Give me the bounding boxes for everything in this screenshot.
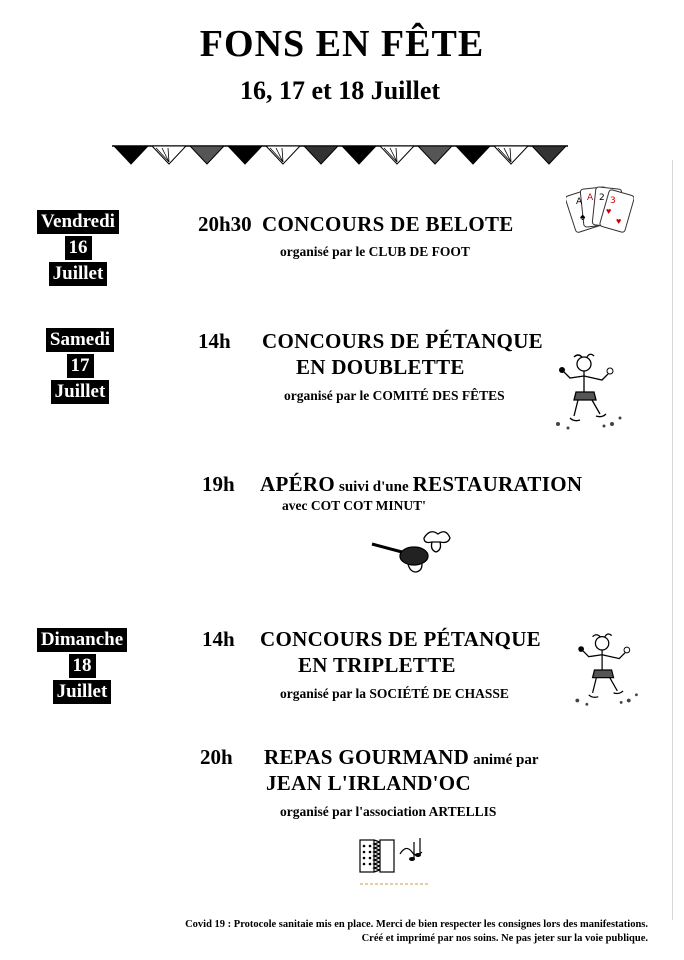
footer-covid-line: Covid 19 : Protocole sanitaie mis en place. Merci de bien respecter les consignes lors des manifestations.	[185, 919, 648, 930]
day-number: 16	[65, 236, 92, 260]
bunting-icon	[112, 144, 568, 168]
event-organizer: organisé par l'association ARTELLIS	[280, 804, 497, 819]
bunting-flag	[190, 146, 224, 164]
day-number: 18	[69, 654, 96, 678]
svg-text:♥: ♥	[606, 206, 612, 216]
svg-text:♠: ♠	[580, 212, 586, 223]
event-dates: 16, 17 et 18 Juillet	[240, 76, 441, 105]
event-title-line2: JEAN L'IRLAND'OC	[266, 771, 471, 795]
event-time: 20h30	[198, 212, 252, 236]
event-organizer: organisé par le CLUB DE FOOT	[280, 244, 470, 259]
event-time: 14h	[202, 627, 235, 651]
petanque-player-icon	[564, 630, 644, 710]
bunting-flag	[114, 146, 148, 164]
bunting-flag	[342, 146, 376, 164]
day-name: Dimanche	[37, 628, 127, 652]
bunting-flag	[418, 146, 452, 164]
event-time: 14h	[198, 329, 231, 353]
event-title-part: RESTAURATION	[412, 472, 583, 496]
playing-cards-icon	[566, 184, 634, 242]
event-title	[264, 745, 538, 770]
accordion-music-icon	[354, 830, 436, 888]
footer-print-line: Créé et imprimé par nos soins. Ne pas jeter sur la voie publique.	[361, 933, 648, 944]
event-organizer: avec COT COT MINUT'	[282, 498, 426, 513]
day-month: Juillet	[53, 680, 112, 704]
event-organizer: organisé par le COMITÉ DES FÊTES	[284, 388, 505, 403]
event-title-part: REPAS GOURMAND	[264, 745, 470, 769]
day-name: Vendredi	[37, 210, 119, 234]
svg-text:2: 2	[599, 193, 605, 203]
event-time: 20h	[200, 745, 233, 769]
date-badge-sunday	[30, 628, 134, 706]
day-number: 17	[67, 354, 94, 378]
footer-notice	[185, 918, 648, 946]
svg-text:♥: ♥	[616, 216, 622, 226]
day-name: Samedi	[46, 328, 114, 352]
event-title-line2: EN TRIPLETTE	[298, 653, 456, 677]
bunting-flag	[456, 146, 490, 164]
event-title-part: APÉRO	[260, 472, 335, 496]
svg-text:A: A	[587, 193, 594, 203]
bunting-flag	[304, 146, 338, 164]
event-organizer: organisé par la SOCIÉTÉ DE CHASSE	[280, 686, 509, 701]
event-title-connector: suivi d'une	[339, 479, 409, 495]
svg-text:3: 3	[610, 196, 616, 206]
day-month: Juillet	[51, 380, 110, 404]
day-month: Juillet	[49, 262, 108, 286]
petanque-player-icon	[544, 352, 628, 432]
bunting-flag	[228, 146, 262, 164]
event-title	[260, 472, 582, 497]
frying-pan-chef-icon	[368, 526, 464, 576]
date-badge-friday	[30, 210, 126, 288]
bunting-flag	[532, 146, 566, 164]
event-time: 19h	[202, 472, 235, 496]
event-title: CONCOURS DE BELOTE	[262, 212, 514, 236]
page-edge-divider	[672, 160, 673, 920]
event-title: CONCOURS DE PÉTANQUE	[260, 627, 541, 651]
page-title: FONS EN FÊTE	[199, 23, 485, 65]
event-title: CONCOURS DE PÉTANQUE	[262, 329, 543, 353]
event-title-line2: EN DOUBLETTE	[296, 355, 465, 379]
svg-text:A: A	[576, 197, 583, 207]
event-title-connector: animé par	[473, 752, 539, 768]
date-badge-saturday	[38, 328, 122, 406]
